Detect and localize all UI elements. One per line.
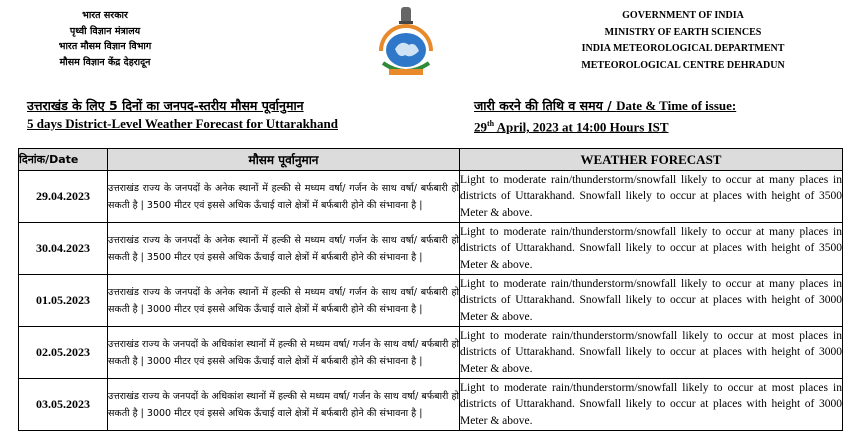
issue-info [474, 97, 736, 136]
document-title [27, 97, 338, 133]
table-row [19, 171, 843, 223]
row-date: 30.04.2023 [19, 223, 108, 275]
issue-label-hindi: जारी करने की तिथि व समय / [474, 98, 617, 113]
hindi-header-line: मौसम विज्ञान केंद्र देहरादून [59, 56, 151, 68]
header-forecast-hindi: मौसम पूर्वानुमान [108, 149, 460, 171]
english-header-line: GOVERNMENT OF INDIA [622, 10, 744, 21]
hindi-header [45, 8, 165, 70]
row-forecast-english: Light to moderate rain/thunderstorm/snowfall likely to occur at many places in districts of Uttarakhand. Snowfall likely to occur at places with height of 3000 Meter & above. [460, 275, 843, 327]
issue-day: 29 [474, 119, 487, 135]
english-header [560, 8, 806, 74]
title-hindi: उत्तराखंड के लिए 5 दिनों का जनपद-स्तरीय मौसम पूर्वानुमान [27, 98, 304, 113]
issue-label-english: Date & Time of issue: [616, 98, 737, 113]
table-row [19, 275, 843, 327]
row-date: 02.05.2023 [19, 327, 108, 379]
row-forecast-english: Light to moderate rain/thunderstorm/snowfall likely to occur at most places in districts of Uttarakhand. Snowfall likely to occur at places with height of 3000 Meter & above. [460, 379, 843, 431]
table-row [19, 379, 843, 431]
table-row [19, 223, 843, 275]
row-forecast-hindi: उत्तराखंड राज्य के जनपदों के अधिकांश स्थानों में हल्की से मध्यम वर्षा/ गर्जन के साथ वर्षा/ बर्फबारी हो सकती है | 3000 मीटर एवं इससे अधिक ऊँचाई वाले क्षेत्रों में बर्फबारी होने की संभावना है | [108, 327, 460, 379]
header-forecast-english: WEATHER FORECAST [460, 149, 843, 171]
row-date: 03.05.2023 [19, 379, 108, 431]
row-forecast-hindi: उत्तराखंड राज्य के जनपदों के अनेक स्थानों में हल्की से मध्यम वर्षा/ गर्जन के साथ वर्षा/ बर्फबारी हो सकती है | 3500 मीटर एवं इससे अधिक ऊँचाई वाले क्षेत्रों में बर्फबारी होने की संभावना है | [108, 223, 460, 275]
imd-emblem-logo [375, 3, 437, 81]
row-forecast-english: Light to moderate rain/thunderstorm/snowfall likely to occur at many places in districts of Uttarakhand. Snowfall likely to occur at places with height of 3500 Meter & above. [460, 223, 843, 275]
english-header-line: METEOROLOGICAL CENTRE DEHRADUN [581, 59, 785, 71]
row-forecast-hindi: उत्तराखंड राज्य के जनपदों के अनेक स्थानों में हल्की से मध्यम वर्षा/ गर्जन के साथ वर्षा/ बर्फबारी हो सकती है | 3500 मीटर एवं इससे अधिक ऊँचाई वाले क्षेत्रों में बर्फबारी होने की संभावना है | [108, 171, 460, 223]
english-header-line: INDIA METEOROLOGICAL DEPARTMENT [581, 43, 785, 54]
issue-day-suffix: th [487, 119, 495, 128]
row-forecast-hindi: उत्तराखंड राज्य के जनपदों के अनेक स्थानों में हल्की से मध्यम वर्षा/ गर्जन के साथ वर्षा/ बर्फबारी हो सकती है | 3000 मीटर एवं इससे अधिक ऊँचाई वाले क्षेत्रों में बर्फबारी होने की संभावना है | [108, 275, 460, 327]
row-date: 29.04.2023 [19, 171, 108, 223]
row-forecast-english: Light to moderate rain/thunderstorm/snowfall likely to occur at many places in districts of Uttarakhand. Snowfall likely to occur at places with height of 3500 Meter & above. [460, 171, 843, 223]
ashoka-emblem-icon [399, 7, 413, 24]
forecast-table [18, 148, 843, 431]
issue-datetime [474, 115, 736, 136]
hindi-header-line: भारत सरकार [82, 10, 128, 21]
header-date: दिनांक/Date [19, 149, 108, 171]
hindi-header-line: पृथ्वी विज्ञान मंत्रालय [69, 25, 141, 37]
row-forecast-hindi: उत्तराखंड राज्य के जनपदों के अधिकांश स्थानों में हल्की से मध्यम वर्षा/ गर्जन के साथ वर्षा/ बर्फबारी हो सकती है | 3000 मीटर एवं इससे अधिक ऊँचाई वाले क्षेत्रों में बर्फबारी होने की संभावना है | [108, 379, 460, 431]
table-row [19, 327, 843, 379]
row-date: 01.05.2023 [19, 275, 108, 327]
hindi-header-line: भारत मौसम विज्ञान विभाग [58, 41, 152, 52]
row-forecast-english: Light to moderate rain/thunderstorm/snowfall likely to occur at most places in districts of Uttarakhand. Snowfall likely to occur at places with height of 3000 Meter & above. [460, 327, 843, 379]
english-header-line: MINISTRY OF EARTH SCIENCES [604, 26, 762, 38]
title-english: 5 days District-Level Weather Forecast for Uttarakhand [27, 116, 338, 131]
table-header-row [19, 149, 843, 171]
issue-datetime-rest: April, 2023 at 14:00 Hours IST [494, 119, 669, 135]
